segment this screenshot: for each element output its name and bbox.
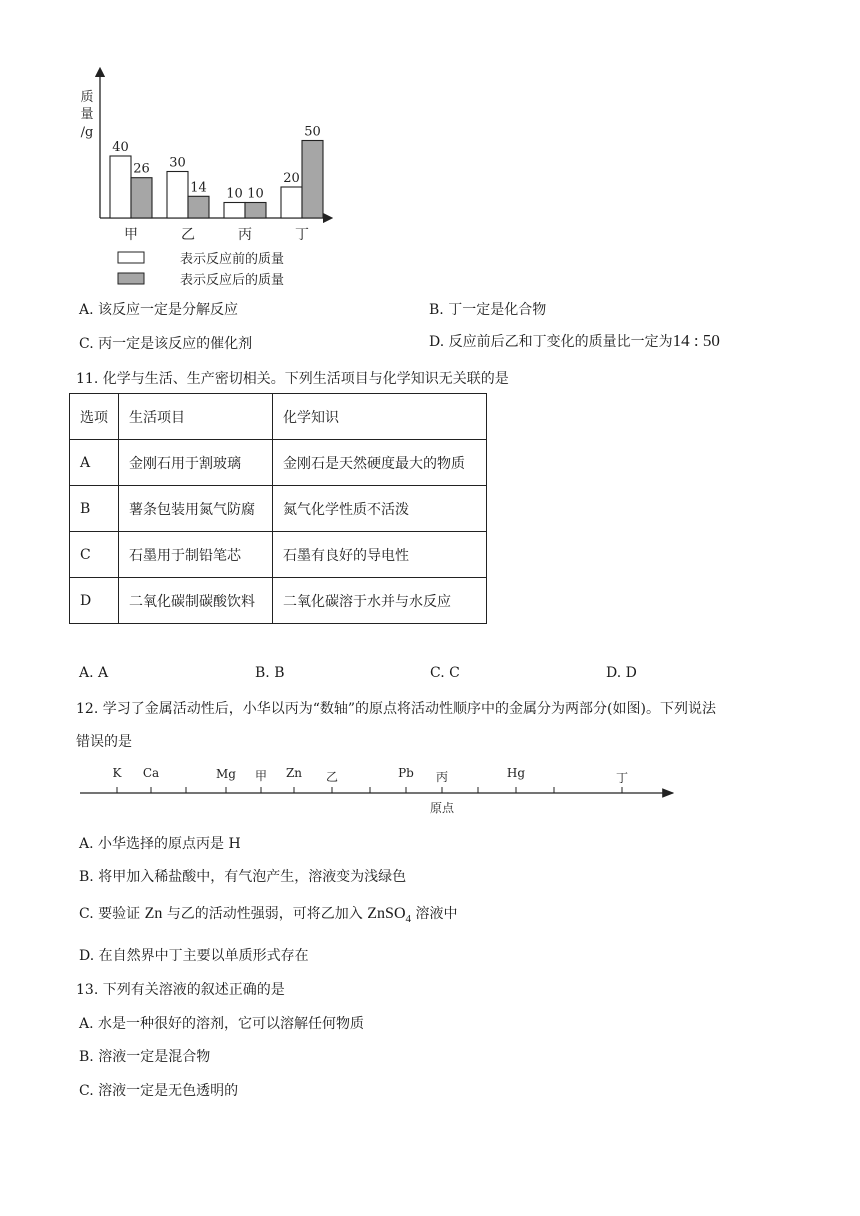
table-row — [70, 440, 487, 486]
bar — [302, 141, 323, 219]
table-row — [70, 486, 487, 532]
q12-option-d[interactable]: D. 在自然界中丁主要以单质形式存在 — [79, 948, 309, 964]
axis-label: 乙 — [325, 770, 339, 784]
axis-label: Mg — [216, 767, 236, 781]
bar — [167, 172, 188, 219]
q12-option-c-pre: C. 要验证 — [79, 906, 141, 922]
axis-label: 丙 — [435, 770, 449, 784]
q13-stem: 13. 下列有关溶液的叙述正确的是 — [76, 982, 285, 998]
origin-label: 原点 — [429, 801, 455, 815]
q11-stem: 11. 化学与生活、生产密切相关。下列生活项目与化学知识无关联的是 — [76, 371, 509, 387]
category-label: 甲 — [124, 227, 138, 243]
table-row — [70, 578, 487, 624]
legend-label: 表示反应前的质量 — [180, 252, 285, 267]
q13-option-c[interactable]: C. 溶液一定是无色透明的 — [79, 1083, 239, 1099]
legend-swatch — [118, 252, 144, 263]
axis-label: Ca — [142, 766, 160, 780]
data-label: 10 — [226, 186, 243, 202]
table-cell: 金刚石用于割玻璃 — [119, 440, 273, 486]
axis-label: Zn — [285, 766, 303, 780]
bar — [131, 178, 152, 218]
mass-bar-chart — [70, 66, 350, 292]
table-cell: 石墨用于制铅笔芯 — [119, 532, 273, 578]
q10-option-d-ratio: 14 : 50 — [672, 331, 720, 350]
q13-option-b[interactable]: B. 溶液一定是混合物 — [79, 1049, 211, 1065]
q12-stem-line2: 错误的是 — [76, 734, 132, 750]
data-label: 26 — [133, 161, 150, 177]
q10-option-d[interactable] — [429, 331, 720, 351]
table-cell: A — [70, 440, 119, 486]
data-label: 40 — [112, 140, 129, 155]
bar — [281, 187, 302, 218]
znso4-formula: ZnSO$_4$ — [367, 905, 411, 926]
legend-label: 表示反应后的质量 — [180, 273, 285, 288]
table-cell: 氮气化学性质不活泼 — [273, 486, 487, 532]
table-cell: 金刚石是天然硬度最大的物质 — [273, 440, 487, 486]
y-axis-label: /g — [80, 125, 94, 140]
q10-option-b[interactable]: B. 丁一定是化合物 — [429, 302, 547, 318]
q10-option-a[interactable]: A. 该反应一定是分解反应 — [79, 302, 239, 318]
q13-option-a[interactable]: A. 水是一种很好的溶剂，它可以溶解任何物质 — [79, 1016, 365, 1032]
q12-stem-line1: 12. 学习了金属活动性后，小华以丙为“数轴”的原点将活动性顺序中的金属分为两部分(如图)。下列说法 — [76, 701, 716, 717]
table-header-cell: 生活项目 — [119, 394, 273, 440]
bar — [224, 203, 245, 219]
data-label: 14 — [190, 180, 207, 196]
y-axis-label: 质 — [80, 90, 94, 105]
legend-swatch — [118, 273, 144, 284]
data-label: 10 — [247, 186, 264, 202]
q10-option-d-text: D. 反应前后乙和丁变化的质量比一定为 — [429, 334, 673, 350]
q12-option-c-mid: 与乙的活动性强弱，可将乙加入 — [166, 906, 363, 922]
bar — [188, 196, 209, 218]
q11-option-d[interactable]: D. D — [606, 665, 637, 681]
number-line-ticks — [117, 787, 622, 793]
table-cell: 石墨有良好的导电性 — [273, 532, 487, 578]
category-label: 乙 — [181, 227, 195, 243]
q11-option-b[interactable]: B. B — [255, 665, 285, 681]
table-cell: C — [70, 532, 119, 578]
bar — [110, 156, 131, 218]
q10-option-c[interactable]: C. 丙一定是该反应的催化剂 — [79, 336, 253, 352]
table-cell: 二氧化碳溶于水并与水反应 — [273, 578, 487, 624]
table-header-cell: 选项 — [70, 394, 119, 440]
table-row — [70, 532, 487, 578]
axis-label: K — [112, 766, 122, 780]
axis-label: Pb — [398, 766, 414, 780]
table-cell: 二氧化碳制碳酸饮料 — [119, 578, 273, 624]
table-cell: 薯条包装用氮气防腐 — [119, 486, 273, 532]
table-cell: B — [70, 486, 119, 532]
table-header-row — [70, 394, 487, 440]
category-label: 丁 — [295, 227, 309, 243]
data-label: 50 — [304, 124, 321, 140]
data-label: 30 — [169, 155, 186, 171]
q11-option-c[interactable]: C. C — [430, 665, 460, 681]
q12-option-b[interactable]: B. 将甲加入稀盐酸中，有气泡产生，溶液变为浅绿色 — [79, 869, 407, 885]
y-axis-label: 量 — [80, 107, 94, 122]
data-label: 20 — [283, 171, 300, 186]
zinc-symbol: Zn — [144, 905, 163, 922]
q12-option-c[interactable] — [79, 903, 457, 925]
category-label: 丙 — [238, 227, 252, 243]
q12-option-c-post: 溶液中 — [415, 906, 458, 922]
table-header-cell: 化学知识 — [273, 394, 487, 440]
q11-option-a[interactable]: A. A — [79, 665, 109, 681]
axis-label: 甲 — [254, 769, 268, 783]
number-line-diagram — [70, 760, 690, 818]
table-cell: D — [70, 578, 119, 624]
axis-label: 丁 — [615, 771, 629, 785]
axis-label: Hg — [506, 766, 526, 780]
bar — [245, 203, 266, 219]
q11-table — [69, 393, 487, 624]
q12-option-a[interactable]: A. 小华选择的原点丙是 H — [79, 836, 241, 852]
